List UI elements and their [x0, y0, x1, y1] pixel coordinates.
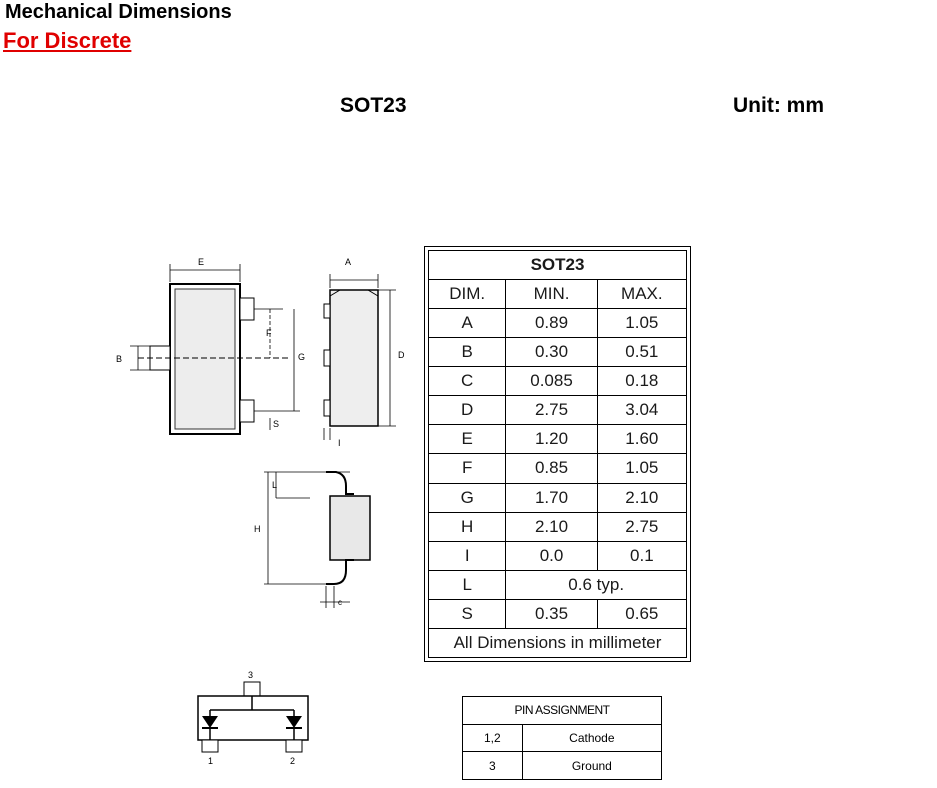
min-cell: 0.85 [506, 454, 597, 483]
pin-3-lead [244, 682, 260, 696]
unit-label: Unit: mm [733, 94, 824, 117]
table-row [463, 724, 662, 752]
table-row [429, 454, 687, 483]
lead-right-top [240, 298, 254, 320]
dim-cell: F [429, 454, 506, 483]
max-cell: 1.05 [597, 454, 686, 483]
table-row [429, 570, 687, 599]
pin-2-lead [286, 740, 302, 752]
min-cell: 0.89 [506, 309, 597, 338]
table-row [429, 309, 687, 338]
dim-cell: D [429, 396, 506, 425]
dim-cell: S [429, 599, 506, 628]
dim-label-g: G [298, 352, 306, 362]
table-row [463, 752, 662, 780]
table-row [429, 367, 687, 396]
max-cell: 0.18 [597, 367, 686, 396]
min-cell: 1.70 [506, 483, 597, 512]
column-header: DIM. [429, 280, 506, 309]
section-subtitle[interactable]: For Discrete [3, 28, 132, 53]
profile-lead-top [326, 472, 354, 494]
dim-cell: B [429, 338, 506, 367]
dim-label-e: E [198, 257, 205, 267]
dim-label-a: A [345, 257, 352, 267]
min-cell: 0.085 [506, 367, 597, 396]
max-cell: 3.04 [597, 396, 686, 425]
max-cell: 0.1 [597, 541, 686, 570]
dimension-table [424, 246, 691, 662]
table-row [429, 396, 687, 425]
dim-cell: L [429, 570, 506, 599]
dim-label-b: B [116, 354, 123, 364]
max-cell: 0.51 [597, 338, 686, 367]
dim-label-c: c [338, 598, 342, 607]
max-cell: 2.75 [597, 512, 686, 541]
table-row [429, 512, 687, 541]
side-lead-top [324, 304, 330, 318]
top-view-drawing [108, 252, 418, 448]
column-header: MIN. [506, 280, 597, 309]
table-row [429, 425, 687, 454]
min-cell: 2.10 [506, 512, 597, 541]
table-row [429, 338, 687, 367]
dim-label-s: S [273, 419, 280, 429]
min-cell: 0.35 [506, 599, 597, 628]
pins-cell: 3 [463, 752, 523, 780]
dim-cell: H [429, 512, 506, 541]
dim-label-f: F [266, 328, 272, 338]
dim-label-i: I [338, 438, 341, 448]
function-cell: Cathode [522, 724, 661, 752]
pin-1-label: 1 [208, 756, 214, 766]
table-row [429, 483, 687, 512]
pins-cell: 1,2 [463, 724, 523, 752]
dim-label-h: H [254, 524, 261, 534]
package-name: SOT23 [340, 94, 407, 117]
side-lead-bottom [324, 400, 330, 416]
side-view-body [330, 290, 378, 426]
page-title: Mechanical Dimensions [5, 1, 232, 23]
package-body-inner [175, 289, 235, 429]
pin-2-label: 2 [290, 756, 296, 766]
function-cell: Ground [522, 752, 661, 780]
lead-right-bottom [240, 400, 254, 422]
dim-label-l: L [272, 480, 278, 490]
pin-assignment-table [462, 696, 662, 780]
profile-body [330, 496, 370, 560]
min-cell: 2.75 [506, 396, 597, 425]
max-cell: 2.10 [597, 483, 686, 512]
table-row [429, 599, 687, 628]
profile-view-drawing [250, 462, 380, 620]
dim-label-d: D [398, 350, 405, 360]
min-cell: 1.20 [506, 425, 597, 454]
pin-1-lead [202, 740, 218, 752]
max-cell: 1.60 [597, 425, 686, 454]
dim-cell: E [429, 425, 506, 454]
dimension-table-title: SOT23 [429, 251, 687, 280]
dim-cell: A [429, 309, 506, 338]
max-cell: 0.65 [597, 599, 686, 628]
dim-cell: I [429, 541, 506, 570]
pin-assignment-title: PIN ASSIGNMENT [463, 697, 662, 725]
dimension-table-footer: All Dimensions in millimeter [429, 628, 687, 657]
pin-schematic [192, 668, 316, 770]
side-lead-mid [324, 350, 330, 366]
dim-cell: G [429, 483, 506, 512]
max-cell: 1.05 [597, 309, 686, 338]
dim-cell: C [429, 367, 506, 396]
pin-3-label: 3 [248, 670, 254, 680]
profile-lead-bottom [326, 560, 354, 584]
min-cell: 0.0 [506, 541, 597, 570]
table-row [429, 541, 687, 570]
min-cell: 0.30 [506, 338, 597, 367]
column-header: MAX. [597, 280, 686, 309]
typ-cell: 0.6 typ. [506, 570, 687, 599]
